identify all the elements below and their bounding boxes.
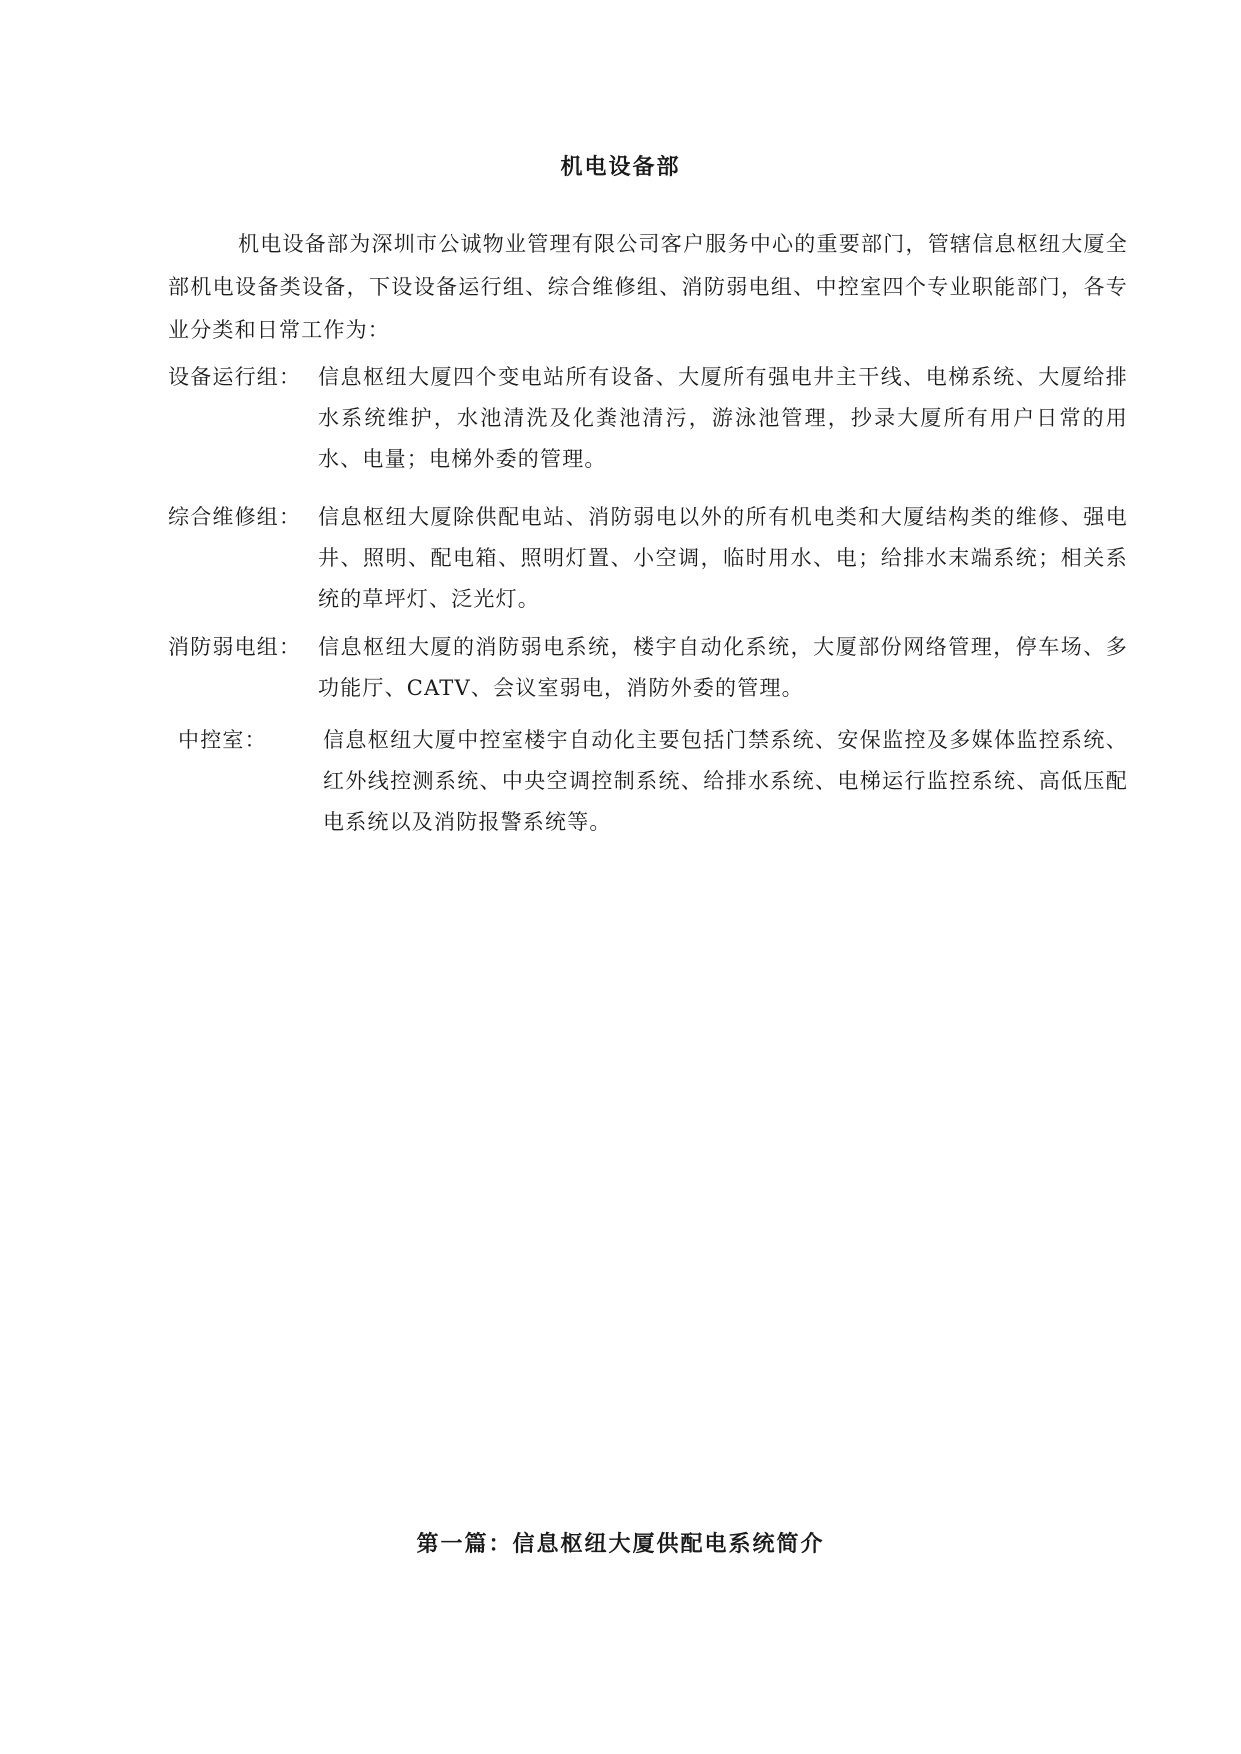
group-description: 信息枢纽大厦除供配电站、消防弱电以外的所有机电类和大厦结构类的维修、强电井、照明、配电箱、照明灯置、小空调，临时用水、电；给排水末端系统；相关系统的草坪灯、泛光灯。 xyxy=(318,505,1128,611)
section-title: 机电设备部 xyxy=(560,154,681,180)
group-description: 信息枢纽大厦四个变电站所有设备、大厦所有强电井主干线、电梯系统、大厦给排水系统维护，水池清洗及化粪池清污，游泳池管理，抄录大厦所有用户日常的用水、电量；电梯外委的管理。 xyxy=(318,365,1128,471)
group-label: 综合维修组： xyxy=(168,505,302,529)
group-label: 设备运行组： xyxy=(168,365,302,389)
group-description: 信息枢纽大厦的消防弱电系统，楼宇自动化系统，大厦部份网络管理，停车场、多功能厅、CATV、会议室弱电，消防外委的管理。 xyxy=(318,635,1128,700)
chapter-heading: 第一篇：信息枢纽大厦供配电系统简介 xyxy=(416,1531,825,1557)
group-label: 消防弱电组： xyxy=(168,635,302,659)
intro-paragraph: 机电设备部为深圳市公诚物业管理有限公司客户服务中心的重要部门，管辖信息枢纽大厦全部机电设备类设备，下设设备运行组、综合维修组、消防弱电组、中控室四个专业职能部门，各专业分类和日常工作为： xyxy=(168,232,1128,342)
group-description: 信息枢纽大厦中控室楼宇自动化主要包括门禁系统、安保监控及多媒体监控系统、红外线控测系统、中央空调控制系统、给排水系统、电梯运行监控系统、高低压配电系统以及消防报警系统等。 xyxy=(323,728,1128,834)
group-label: 中控室： xyxy=(178,728,267,752)
